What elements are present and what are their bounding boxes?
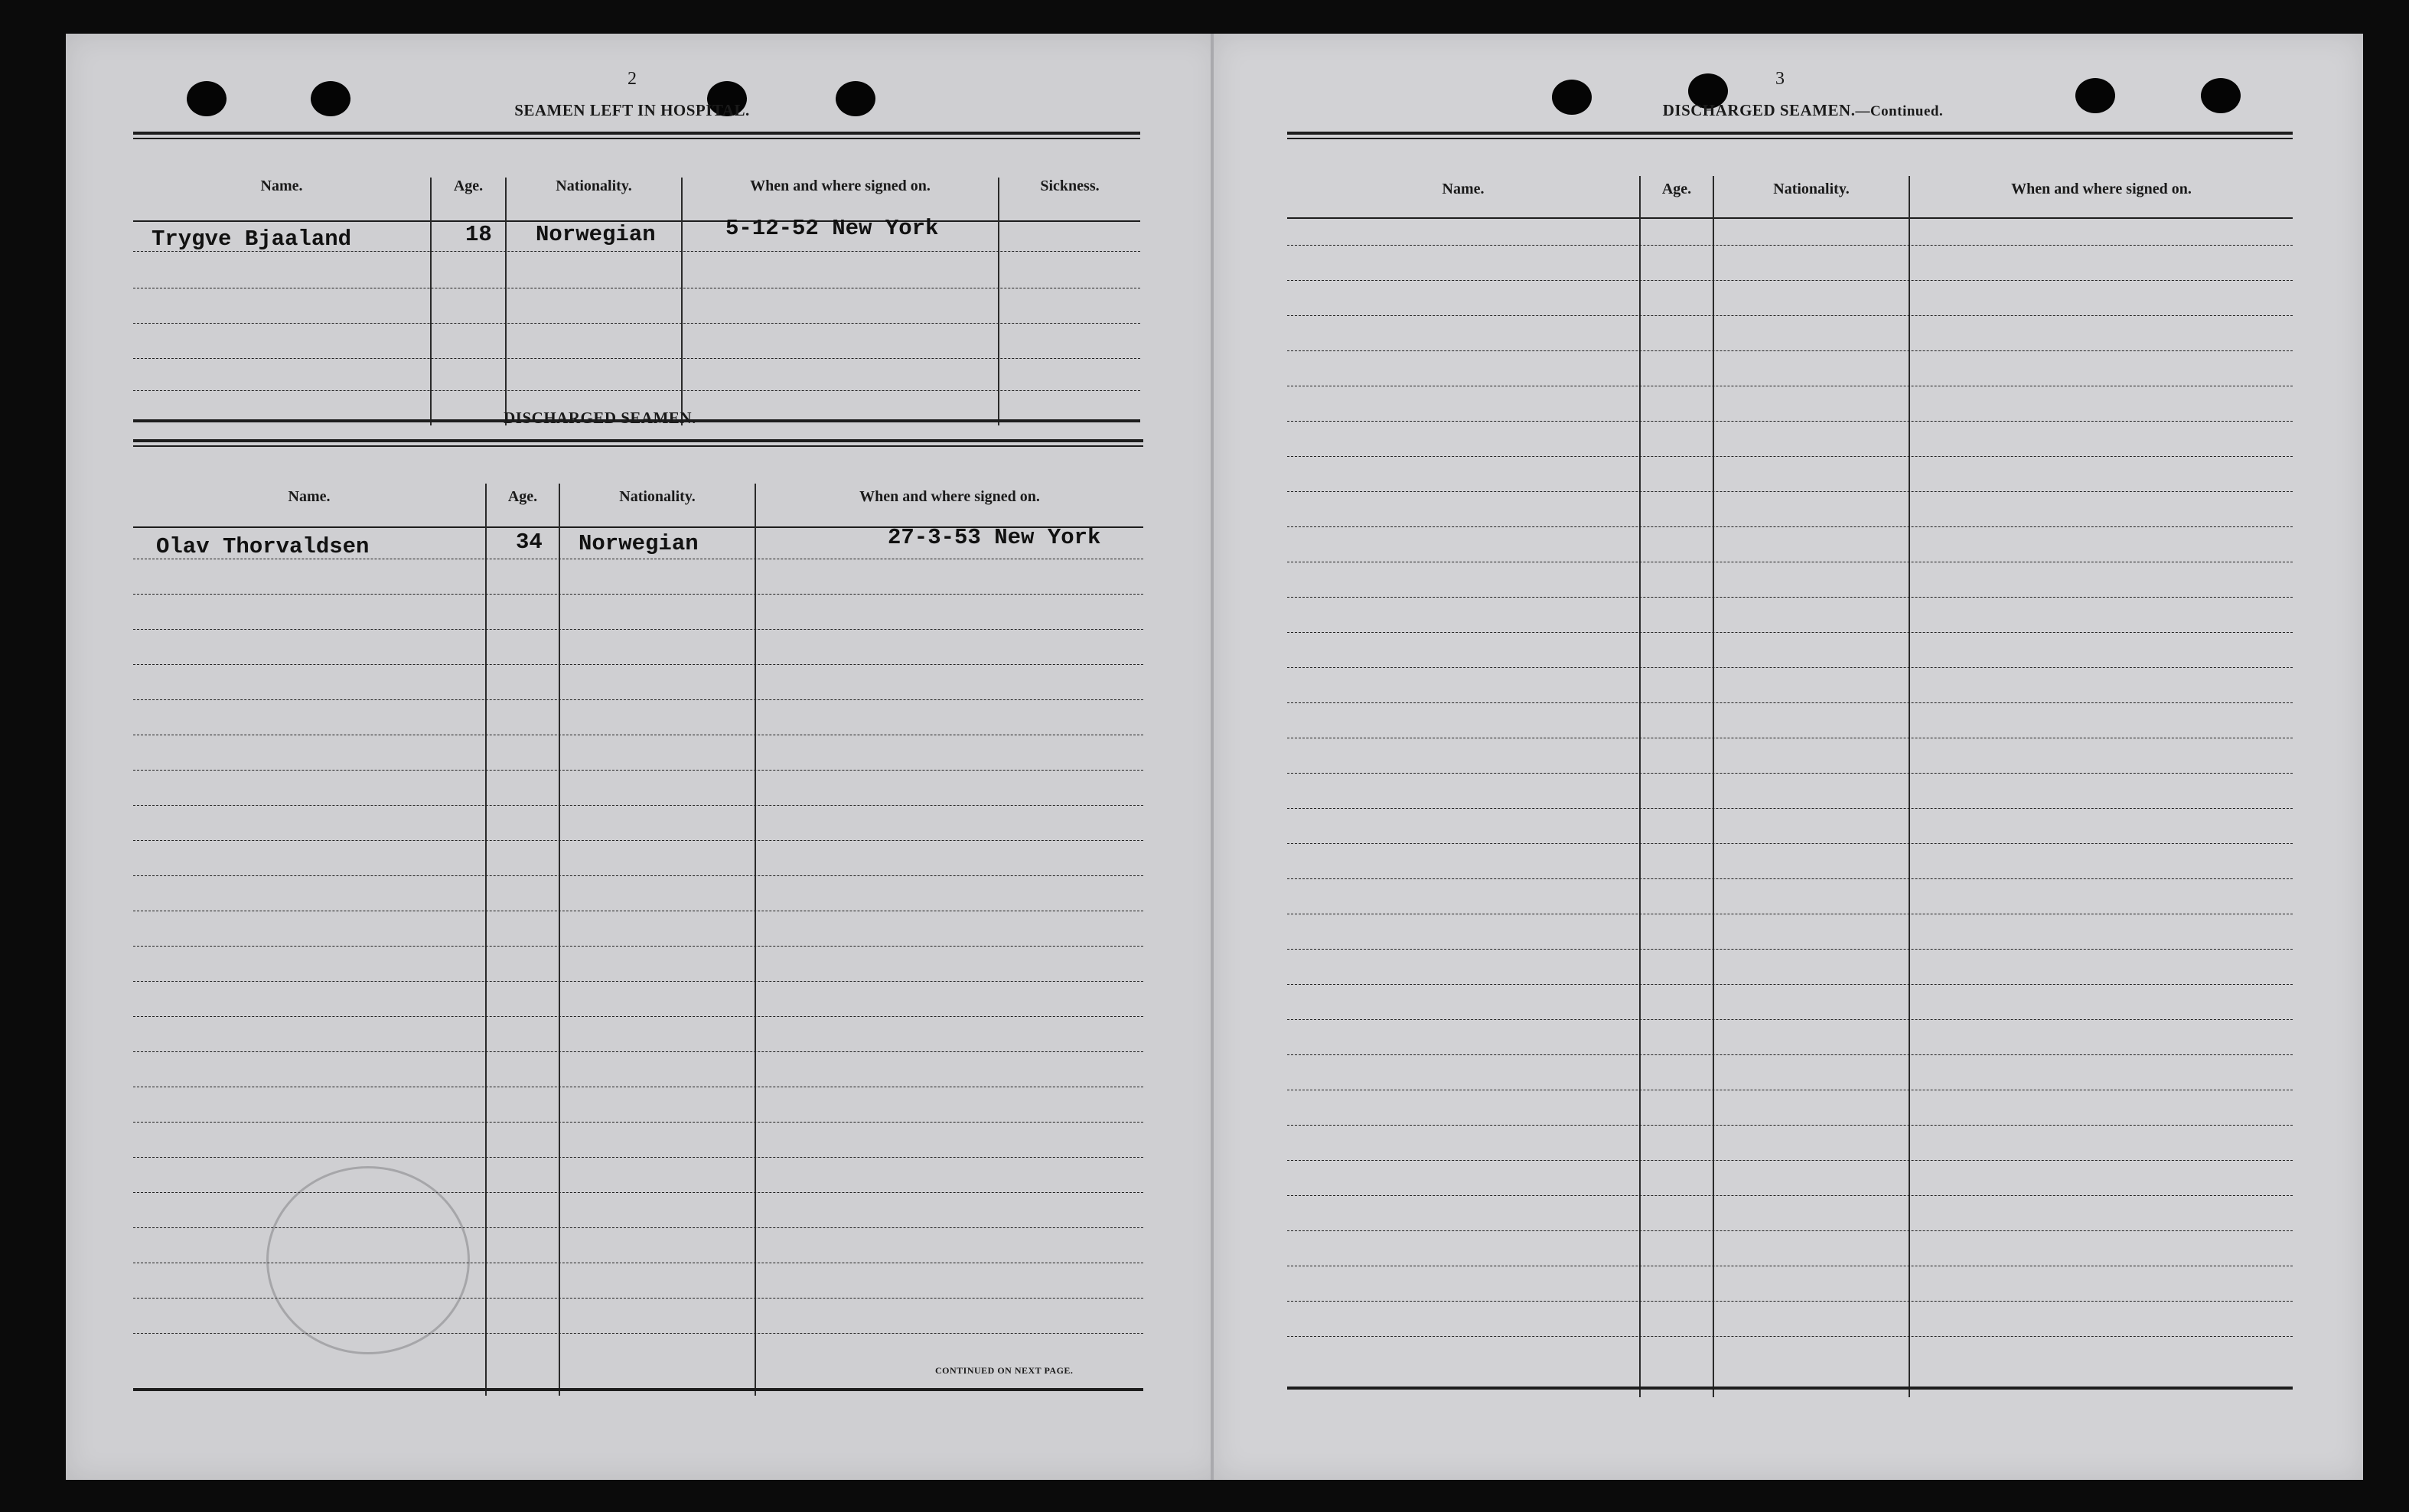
col-header-age: Age. [453, 178, 484, 194]
discharged-continued-table [1287, 132, 2293, 1397]
page-number: 3 [1775, 69, 1785, 89]
table-cell-name: Trygve Bjaaland [152, 226, 352, 252]
table-cell-age: 34 [516, 530, 543, 555]
punch-hole [187, 81, 227, 116]
faded-stamp [266, 1166, 470, 1354]
col-header-nationality: Nationality. [556, 178, 632, 194]
table-cell-signed-on: 5-12-52 New York [725, 216, 939, 241]
col-header-name: Name. [1442, 181, 1485, 197]
continued-note: CONTINUED ON NEXT PAGE. [935, 1365, 1074, 1376]
punch-hole [2075, 78, 2115, 113]
col-header-age: Age. [507, 488, 538, 505]
col-header-name: Name. [260, 178, 303, 194]
table-cell-age: 18 [465, 222, 492, 247]
discharged-section-title: DISCHARGED SEAMEN. [504, 409, 696, 427]
col-header-signed-on: When and where signed on. [859, 488, 1040, 505]
title-text: DISCHARGED SEAMEN. [1662, 101, 1856, 119]
col-header-nationality: Nationality. [619, 488, 696, 505]
table-cell-name: Olav Thorvaldsen [156, 534, 370, 559]
col-header-signed-on: When and where signed on. [2011, 181, 2192, 197]
punch-hole [311, 81, 350, 116]
col-header-signed-on: When and where signed on. [750, 178, 931, 194]
col-header-sickness: Sickness. [1040, 178, 1100, 194]
discharged-continued-title [1543, 101, 2063, 120]
hospital-table [133, 132, 1140, 425]
title-suffix: —Continued. [1855, 103, 1944, 119]
table-cell-signed-on: 27-3-53 New York [888, 525, 1101, 550]
table-cell-nationality: Norwegian [579, 531, 699, 556]
col-header-name: Name. [288, 488, 331, 505]
hospital-section-title: SEAMEN LEFT IN HOSPITAL. [514, 101, 750, 119]
punch-hole [2201, 78, 2241, 113]
right-page [1214, 34, 2363, 1480]
col-header-age: Age. [1661, 181, 1692, 197]
left-page [66, 34, 1220, 1480]
page-number: 2 [628, 69, 637, 89]
col-header-nationality: Nationality. [1773, 181, 1850, 197]
table-cell-nationality: Norwegian [536, 222, 656, 247]
